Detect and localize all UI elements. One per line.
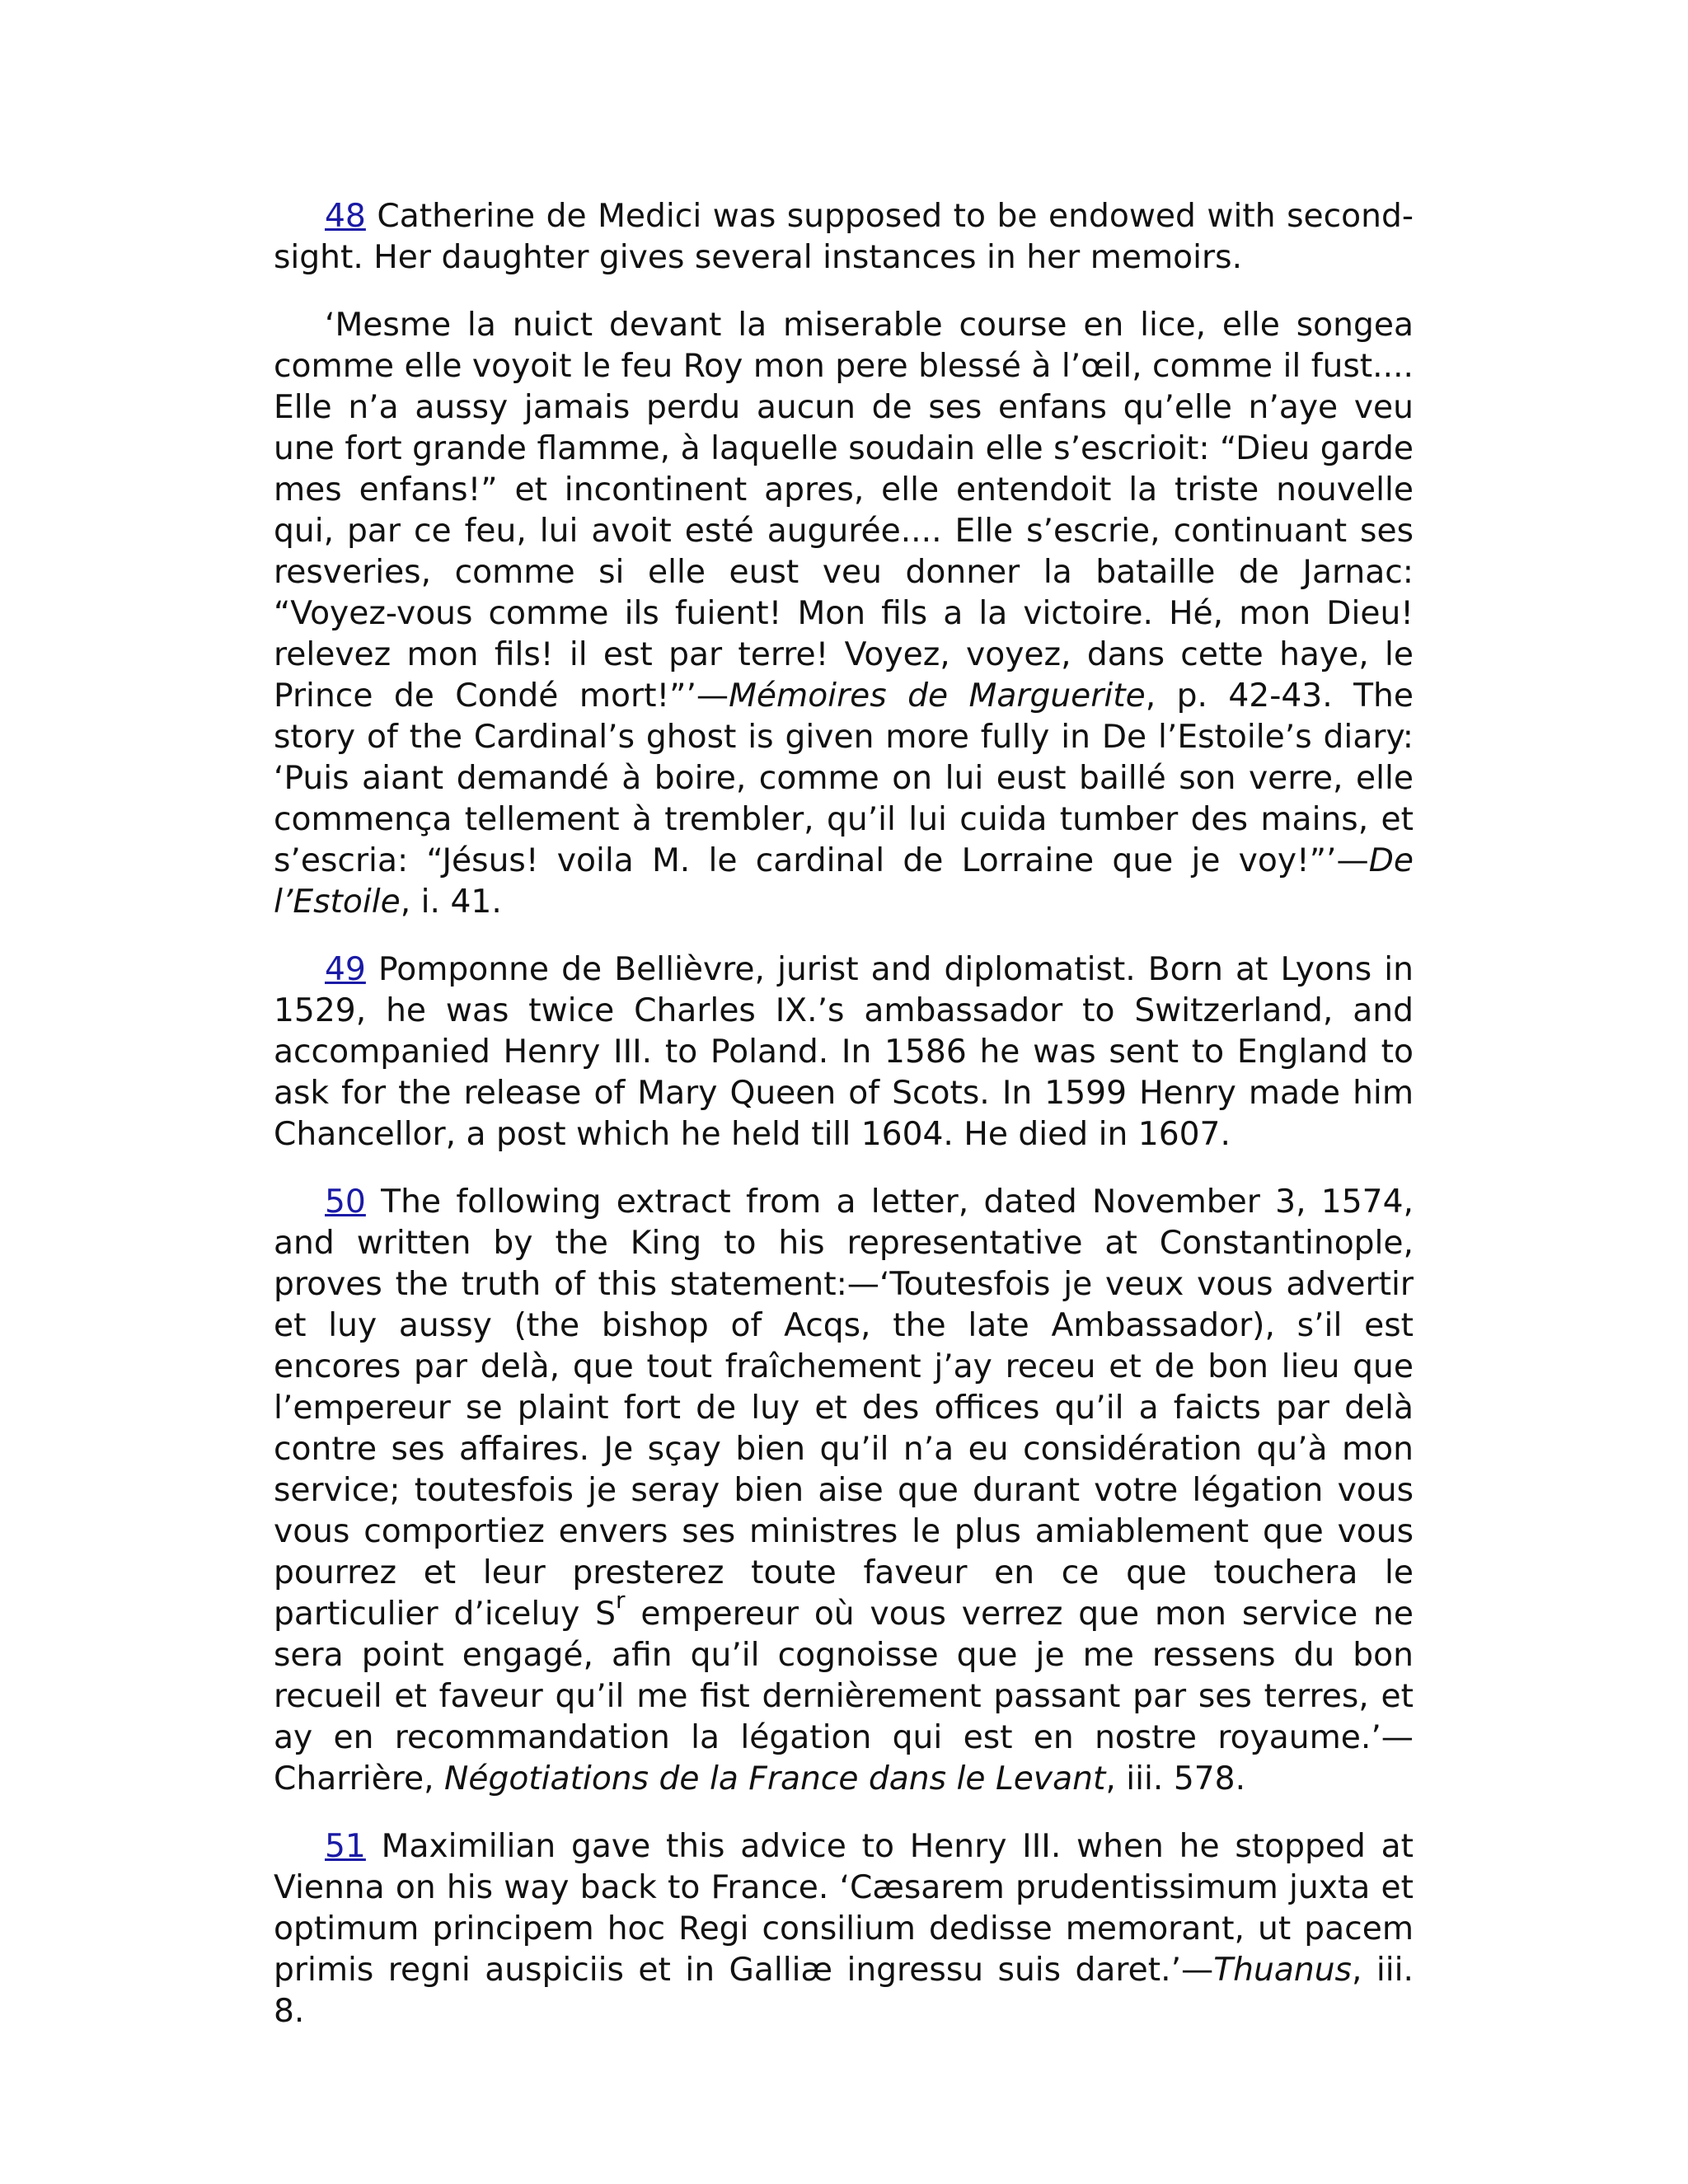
footnote-48-text: Catherine de Medici was supposed to be endowed with second-sight. Her daughter gives several instances in her memoirs. (274, 198, 1414, 276)
footnote-ref-48[interactable]: 48 (325, 198, 366, 235)
citation-thuanus: Thuanus (1213, 1952, 1352, 1989)
footnote-ref-49[interactable]: 49 (325, 951, 366, 988)
footnote-ref-50[interactable]: 50 (325, 1183, 366, 1221)
citation-memoires-de-marguerite: Mémoires de Marguerite (729, 677, 1146, 715)
footnote-48-quote-tail: , i. 41. (400, 883, 502, 921)
citation-negotiations: Négotiations de la France dans le Levant (444, 1760, 1106, 1797)
footnote-50 (274, 1182, 1414, 1800)
footnote-ref-51[interactable]: 51 (325, 1828, 366, 1865)
footnote-49-text: Pomponne de Bellièvre, jurist and diplomatist. Born at Lyons in 1529, he was twice Charles IX.’s ambassador to Switzerland, and accompanied Henry III. to Poland. In 1586 he was sent to England to ask for the release of Mary Queen of Scots. In 1599 Henry made him Chancellor, a post which he held till 1604. He died in 1607. (274, 951, 1414, 1153)
footnote-51 (274, 1826, 1414, 2032)
footnote-51-text: Maximilian gave this advice to Henry III. when he stopped at Vienna on his way back to France. ‘Cæsarem prudentissimum juxta et optimum principem hoc Regi consilium dedisse memorant, ut pacem primis regni auspiciis et in Galliæ ingressu suis daret.’— (274, 1828, 1414, 1989)
superscript-r: r (616, 1586, 626, 1614)
footnote-50-text: The following extract from a letter, dated November 3, 1574, and written by the King to his representative at Constantinople, proves the truth of this statement:—‘Toutesfois je veux vous advertir et luy aussy (the bishop of Acqs, the late Ambassador), s’il est encores par delà, que tout fraîchement j’ay receu et de bon lieu que l’empereur se plaint fort de luy et des offices qu’il a faicts par delà contre ses affaires. Je sçay bien qu’il n’a eu considération qu’à mon service; toutesfois je seray bien aise que durant votre légation vous vous comportiez envers ses ministres le plus amiablement que vous pourrez et leur presterez toute faveur en ce que touchera le particulier d’iceluy S (274, 1183, 1414, 1633)
footnote-48-quote-text-2: , p. 42-43. The story of the Cardinal’s ghost is given more fully in De l’Estoile’s diary: ‘Puis aiant demandé à boire, comme on lui eust baillé son verre, elle commença tellement à trembler, qu’il lui cuida tumber des mains, et s’escria: “Jésus! voila M. le cardinal de Lorraine que je voy!”’— (274, 677, 1414, 879)
footnotes-page (274, 196, 1414, 2059)
footnote-51-tail: , iii. 8. (274, 1952, 1414, 2030)
footnote-50-text-2: empereur où vous verrez que mon service ne sera point engagé, afin qu’il cognoisse que je me ressens du bon recueil et faveur qu’il me fist dernièrement passant par ses terres, et ay en recommandation la légation qui est en nostre royaume.’—Charrière, (274, 1596, 1414, 1797)
footnote-50-tail: , iii. 578. (1105, 1760, 1246, 1797)
footnote-48-quote-text: ‘Mesme la nuict devant la miserable course en lice, elle songea comme elle voyoit le feu Roy mon pere blessé à l’œil, comme il fust.... Elle n’a aussy jamais perdu aucun de ses enfans qu’elle n’aye veu une fort grande flamme, à laquelle soudain elle s’escrioit: “Dieu garde mes enfans!” et incontinent apres, elle entendoit la triste nouvelle qui, par ce feu, lui avoit esté augurée.... Elle s’escrie, continuant ses resveries, comme si elle eust veu donner la bataille de Jarnac: “Voyez-vous comme ils fuient! Mon fils a la victoire. Hé, mon Dieu! relevez mon fils! il est par terre! Voyez, voyez, dans cette haye, le Prince de Condé mort!”’— (274, 307, 1414, 715)
citation-de-lestoile: De l’Estoile (274, 842, 1414, 921)
footnote-48 (274, 196, 1414, 279)
footnote-49 (274, 949, 1414, 1155)
footnote-48-quote (274, 305, 1414, 923)
